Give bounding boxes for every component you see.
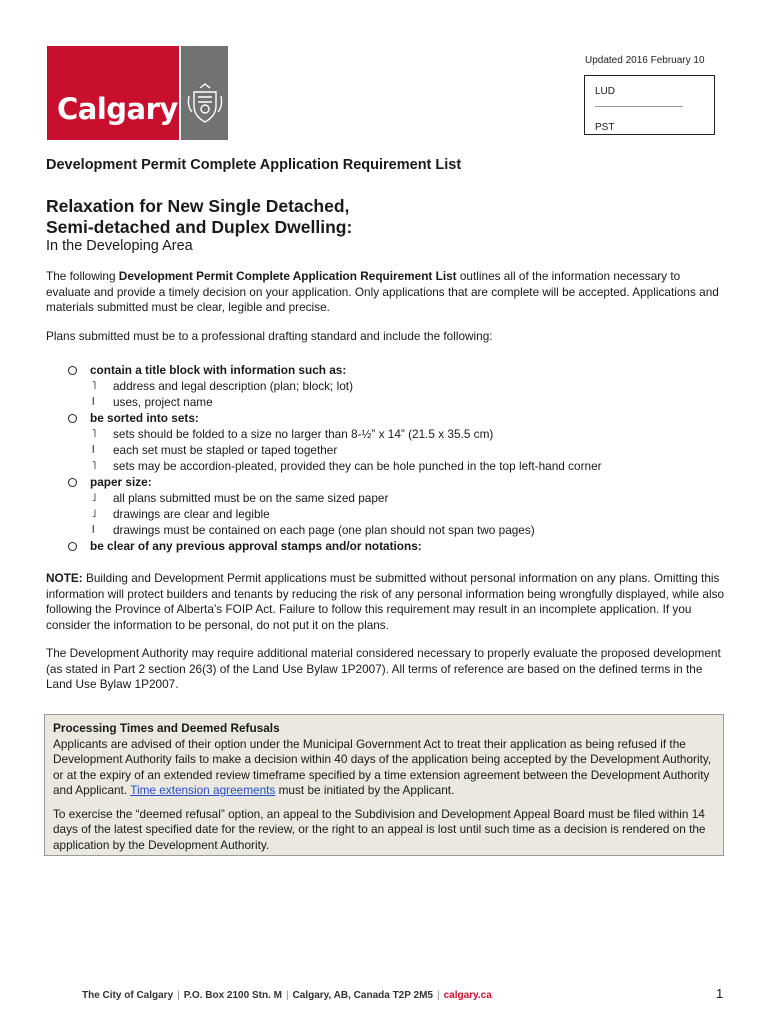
footer-po-box: P.O. Box 2100 Stn. M — [183, 990, 282, 1001]
footer-separator: | — [436, 990, 440, 1001]
sub-list-item: ˩ drawings are clear and legible — [92, 507, 270, 521]
processing-paragraph-1: Applicants are advised of their option under the Municipal Government Act to treat their application as being refused if the Development Authority fails to make a decision within 40 days of the application being accepted by the Development Authority, or at the expiry of an extended review timeframe specified by a time extension agreement between the Development Authority and Applicant. Time extension agreements must be initiated by the Applicant. — [53, 736, 712, 797]
sub-bullet-icon: Ɩ — [92, 444, 95, 456]
sub-bullet-icon: ˩ — [92, 508, 97, 520]
sub-list-item: ˩ all plans submitted must be on the same sized paper — [92, 491, 389, 505]
sub-bullet-icon: ˥ — [92, 428, 97, 440]
list-item: paper size: — [46, 474, 736, 490]
circle-bullet-icon — [68, 542, 77, 551]
circle-bullet-icon — [68, 478, 77, 487]
footer-separator: | — [177, 990, 180, 1001]
processing-paragraph-2: To exercise the “deemed refusal” option, an appeal to the Subdivision and Development Appeal Board must be filed within 14 days of the latest specified date for the review, or the right to an appeal is lost until such time as a decision is rendered on the application by the Development Authority. — [53, 806, 706, 852]
document-title: Development Permit Complete Application Requirement List — [46, 157, 462, 173]
sub-bullet-icon: ˩ — [92, 492, 97, 504]
footer-address: Calgary, AB, Canada T2P 2M5 — [292, 990, 433, 1001]
updated-date: Updated 2016 February 10 — [585, 55, 705, 66]
note-label: NOTE: — [46, 571, 83, 585]
page-number: 1 — [716, 986, 724, 1001]
city-crest-icon — [186, 82, 224, 126]
main-title-line-2: Semi-detached and Duplex Dwelling: — [46, 217, 353, 237]
plans-intro: Plans submitted must be to a professional drafting standard and include the following: — [46, 329, 493, 343]
note-text: Building and Development Permit applications must be submitted without personal information on any plans. Omitting this information will protect builders and tenants by reducing the risk of any personal information being wrongfully displayed, while also following the Province of Alberta’s FOIP Act. Failure to follow this requirement may result in an incomplete application. If you consider the information to be personal, do not put it on the plans. — [46, 571, 725, 632]
list-item: be clear of any previous approval stamps and/or notations: — [46, 538, 736, 554]
sub-bullet-icon: ˥ — [92, 380, 97, 392]
stamp-lud-label: LUD — [595, 86, 616, 97]
stamp-pst-label: PST — [595, 122, 615, 133]
circle-bullet-icon — [68, 414, 77, 423]
sub-list-item: ˥ sets should be folded to a size no larger than 8-½” x 14” (21.5 x 35.5 cm) — [92, 427, 494, 441]
sub-list-item: ˥ sets may be accordion-pleated, provided they can be hole punched in the top left-hand corner — [92, 459, 602, 473]
intro-pre: The following — [46, 269, 119, 283]
authority-paragraph: The Development Authority may require additional material considered necessary to properly evaluate the proposed development (as stated in Part 2 section 26(3) of the Land Use Bylaw 1P2007). All terms of reference are based on the defined terms in the Land Use Bylaw 1P2007. — [46, 646, 721, 691]
sub-list-item: Ɩ each set must be stapled or taped together — [92, 443, 338, 457]
stamp-divider — [595, 106, 683, 107]
intro-paragraph — [46, 269, 726, 316]
requirements-list — [46, 362, 736, 554]
sub-list-item: Ɩ uses, project name — [92, 395, 213, 409]
main-title-line-1: Relaxation for New Single Detached, — [46, 196, 350, 216]
office-use-stamp-box — [584, 75, 715, 135]
circle-bullet-icon — [68, 366, 77, 375]
processing-heading: Processing Times and Deemed Refusals — [53, 721, 280, 735]
subtitle: In the Developing Area — [46, 238, 193, 254]
sub-list-item: ˥ address and legal description (plan; block; lot) — [92, 379, 354, 393]
sub-bullet-icon: ˥ — [92, 460, 97, 472]
sub-list-item: Ɩ drawings must be contained on each page (one plan should not span two pages) — [92, 523, 535, 537]
intro-post: outlines all of the information necessary to evaluate and provide a timely decision on your application. Only applications that are complete will be accepted. Applications and materials submitted must be clear, legible and precise. — [46, 269, 719, 314]
list-item: contain a title block with information such as: — [46, 362, 736, 378]
main-title — [46, 196, 352, 238]
footer — [82, 990, 492, 1001]
footer-org: The City of Calgary — [82, 990, 174, 1001]
time-extension-agreements-link[interactable]: Time extension agreements — [130, 783, 276, 797]
sub-bullet-icon: Ɩ — [92, 524, 95, 536]
footer-separator: | — [285, 990, 289, 1001]
list-item: be sorted into sets: — [46, 410, 736, 426]
footer-website: calgary.ca — [443, 990, 492, 1001]
intro-bold: Development Permit Complete Application Requirement List — [118, 269, 457, 283]
processing-times-box — [44, 714, 724, 856]
logo-wordmark: Calgary — [57, 92, 178, 126]
note-paragraph — [46, 571, 726, 633]
sub-bullet-icon: Ɩ — [92, 396, 95, 408]
